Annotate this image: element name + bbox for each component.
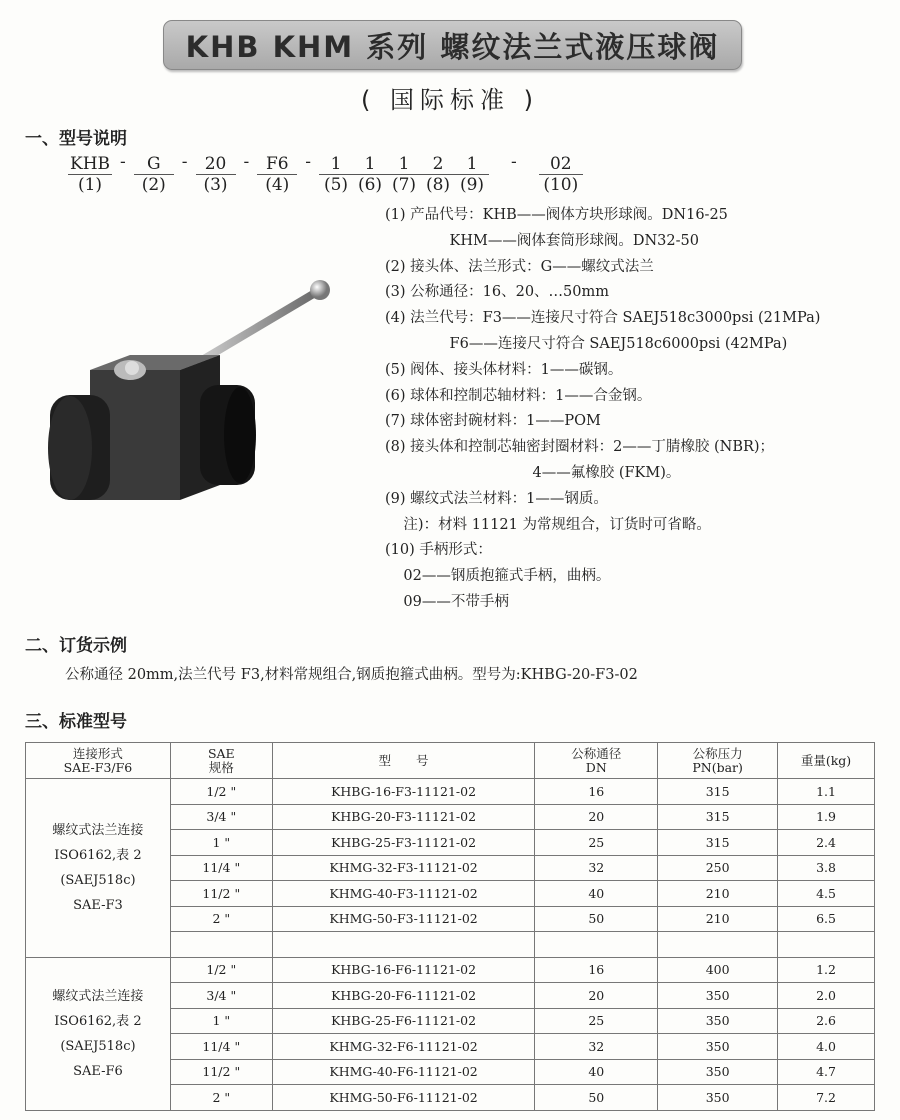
column-header: [535, 743, 658, 779]
connection-type-line: SAE-F3: [73, 897, 123, 913]
model-number: KHBG-20-F3-11121-02: [272, 804, 535, 830]
sae-size: 1 ": [170, 1008, 272, 1034]
nominal-diameter: 40: [535, 881, 658, 907]
sae-size: 1/2 ": [170, 957, 272, 983]
spec-line: KHM——阀体套筒形球阀。DN32-50: [385, 232, 699, 249]
nominal-pressure: 350: [658, 983, 778, 1009]
nominal-pressure: 350: [658, 1034, 778, 1060]
sae-size: 2 ": [170, 906, 272, 932]
code-part: [134, 154, 174, 195]
code-value: KHB: [70, 154, 111, 174]
weight: 2.4: [778, 830, 875, 856]
standard-models-table: [25, 742, 875, 1111]
column-header-line: SAE-F3/F6: [63, 759, 133, 775]
nominal-pressure: 210: [658, 881, 778, 907]
model-number: KHBG-25-F6-11121-02: [272, 1008, 535, 1034]
column-header: [26, 743, 171, 779]
model-number: KHMG-50-F3-11121-02: [272, 906, 535, 932]
nominal-diameter: 32: [535, 1034, 658, 1060]
sae-size: [170, 932, 272, 958]
code-dash: -: [511, 152, 517, 172]
nominal-diameter: 40: [535, 1059, 658, 1085]
weight: [778, 932, 875, 958]
code-value: F6: [257, 154, 297, 175]
sae-size: 11/2 ": [170, 1059, 272, 1085]
spec-line: (8) 接头体和控制芯轴密封圈材料：2——丁腈橡胶 (NBR)；: [385, 439, 775, 456]
sae-size: 1 ": [170, 830, 272, 856]
spec-line: (2) 接头体、法兰形式：G——螺纹式法兰: [385, 258, 654, 275]
nominal-pressure: 350: [658, 1059, 778, 1085]
weight: 4.7: [778, 1059, 875, 1085]
weight: 1.1: [778, 779, 875, 805]
sae-size: 2 ": [170, 1085, 272, 1111]
spec-line: (1) 产品代号：KHB——阀体方块形球阀。DN16-25: [385, 207, 728, 223]
nominal-diameter: 32: [535, 855, 658, 881]
code-value: 1: [455, 154, 489, 175]
weight: 6.5: [778, 906, 875, 932]
code-part: [539, 154, 583, 195]
nominal-pressure: 350: [658, 1085, 778, 1111]
code-dash: -: [305, 152, 312, 172]
connection-type-line: ISO6162,表 2: [54, 1013, 142, 1029]
column-header-line: 连接形式: [72, 745, 123, 761]
code-value: 2: [421, 154, 455, 175]
code-index: (5): [323, 175, 349, 195]
code-index: (3): [203, 175, 228, 195]
weight: 7.2: [778, 1085, 875, 1111]
code-index: (8): [425, 175, 451, 195]
spec-line: 4——氟橡胶 (FKM)。: [385, 464, 681, 481]
weight: 1.2: [778, 957, 875, 983]
code-index: (6): [357, 175, 383, 195]
column-header: [272, 743, 535, 779]
code-dash: -: [120, 152, 126, 172]
code-value: G: [134, 154, 174, 175]
spec-line: 09——不带手柄: [385, 593, 509, 610]
model-spec-list: [385, 203, 820, 616]
spec-line: 02——钢质抱箍式手柄，曲柄。: [385, 568, 611, 585]
code-value: 02: [539, 154, 583, 175]
model-number: KHBG-16-F6-11121-02: [272, 957, 535, 983]
weight: 2.6: [778, 1008, 875, 1034]
weight: 4.5: [778, 881, 875, 907]
code-part: [68, 154, 112, 195]
spec-line: (3) 公称通径：16、20、…50mm: [385, 284, 609, 301]
weight: 3.8: [778, 855, 875, 881]
nominal-pressure: 315: [658, 830, 778, 856]
nominal-diameter: 20: [535, 804, 658, 830]
spec-line: F6——连接尺寸符合 SAEJ518c6000psi (42MPa): [385, 335, 788, 352]
nominal-pressure: 210: [658, 906, 778, 932]
code-index: (2): [141, 175, 166, 195]
code-value: 20: [196, 154, 236, 175]
nominal-pressure: 400: [658, 957, 778, 983]
table-row: [26, 779, 875, 805]
column-header-line: 公称通径: [571, 745, 622, 761]
column-header-line: PN(bar): [692, 759, 743, 775]
spec-line: (4) 法兰代号：F3——连接尺寸符合 SAEJ518c3000psi (21MPa): [385, 310, 821, 327]
code-index: (9): [459, 175, 485, 195]
section2-heading: 二、订货示例: [25, 636, 127, 656]
weight: 4.0: [778, 1034, 875, 1060]
model-number: KHBG-25-F3-11121-02: [272, 830, 535, 856]
nominal-pressure: 315: [658, 779, 778, 805]
column-header-line: 规格: [208, 759, 234, 775]
connection-type-line: 螺纹式法兰连接: [52, 988, 144, 1004]
column-header-line: 型 号: [378, 752, 429, 768]
sae-size: 1/2 ": [170, 779, 272, 805]
model-number: KHMG-32-F6-11121-02: [272, 1034, 535, 1060]
sae-size: 11/2 ": [170, 881, 272, 907]
model-number: KHMG-40-F6-11121-02: [272, 1059, 535, 1085]
sae-size: 11/4 ": [170, 1034, 272, 1060]
spec-line: (6) 球体和控制芯轴材料：1——合金钢。: [385, 387, 652, 404]
subtitle: ( 国际标准 ): [361, 86, 539, 114]
spec-line: (9) 螺纹式法兰材料：1——钢质。: [385, 490, 608, 507]
model-number: KHBG-20-F6-11121-02: [272, 983, 535, 1009]
nominal-diameter: 50: [535, 906, 658, 932]
sae-size: 3/4 ": [170, 804, 272, 830]
ball-valve-image: [40, 270, 350, 510]
connection-type-line: 螺纹式法兰连接: [52, 822, 144, 838]
code-index: (1): [77, 175, 103, 195]
order-example: 公称通径 20mm,法兰代号 F3,材料常规组合,钢质抱箍式曲柄。型号为:KHBG-20-F3-02: [65, 667, 638, 683]
code-part: [196, 154, 236, 195]
code-part: [421, 154, 455, 195]
sae-size: 11/4 ": [170, 855, 272, 881]
column-header-line: 重量(kg): [800, 752, 852, 768]
connection-type-cell: [26, 957, 171, 1110]
spec-line: (5) 阀体、接头体材料：1——碳钢。: [385, 361, 623, 378]
model-number: KHBG-16-F3-11121-02: [272, 779, 535, 805]
column-header: [778, 743, 875, 779]
code-part: [353, 154, 387, 195]
spec-line: (10) 手柄形式：: [385, 542, 492, 559]
sae-size: 3/4 ": [170, 983, 272, 1009]
code-part: [319, 154, 353, 195]
code-part: [257, 154, 297, 195]
section3-heading: 三、标准型号: [25, 712, 127, 732]
nominal-pressure: [658, 932, 778, 958]
code-dash: -: [243, 152, 250, 172]
code-part: [455, 154, 489, 195]
code-index: (4): [265, 175, 290, 195]
model-number: KHMG-50-F6-11121-02: [272, 1085, 535, 1111]
model-number: KHMG-40-F3-11121-02: [272, 881, 535, 907]
code-index: (7): [391, 175, 417, 195]
column-header-line: DN: [585, 759, 607, 775]
nominal-diameter: [535, 932, 658, 958]
column-header-line: SAE: [207, 745, 235, 761]
model-code: [68, 154, 583, 195]
code-value: 1: [319, 154, 353, 175]
column-header: [170, 743, 272, 779]
weight: 1.9: [778, 804, 875, 830]
nominal-diameter: 50: [535, 1085, 658, 1111]
nominal-diameter: 16: [535, 779, 658, 805]
column-header: [658, 743, 778, 779]
title-banner: [163, 20, 742, 70]
code-dash: -: [181, 152, 188, 172]
spec-line: 注)：材料 11121 为常规组合，订货时可省略。: [385, 516, 711, 533]
connection-type-line: ISO6162,表 2: [54, 847, 142, 863]
nominal-diameter: 25: [535, 1008, 658, 1034]
nominal-diameter: 20: [535, 983, 658, 1009]
model-number: KHMG-32-F3-11121-02: [272, 855, 535, 881]
nominal-diameter: 16: [535, 957, 658, 983]
spec-line: (7) 球体密封碗材料：1——POM: [385, 413, 601, 430]
weight: 2.0: [778, 983, 875, 1009]
nominal-diameter: 25: [535, 830, 658, 856]
code-index: (10): [543, 175, 579, 195]
nominal-pressure: 350: [658, 1008, 778, 1034]
connection-type-line: SAE-F6: [73, 1063, 123, 1079]
nominal-pressure: 315: [658, 804, 778, 830]
table-row: [26, 957, 875, 983]
connection-type-line: (SAEJ518c): [60, 1038, 136, 1054]
page-title: KHB KHM 系列 螺纹法兰式液压球阀: [185, 29, 720, 64]
table-header-row: [26, 743, 875, 779]
code-part: [387, 154, 421, 195]
connection-type-line: (SAEJ518c): [60, 872, 136, 888]
code-value: 1: [353, 154, 387, 175]
column-header-line: 公称压力: [692, 745, 743, 761]
connection-type-cell: [26, 779, 171, 958]
code-value: 1: [387, 154, 421, 175]
section1-heading: 一、型号说明: [25, 129, 127, 149]
nominal-pressure: 250: [658, 855, 778, 881]
model-number: [272, 932, 535, 958]
